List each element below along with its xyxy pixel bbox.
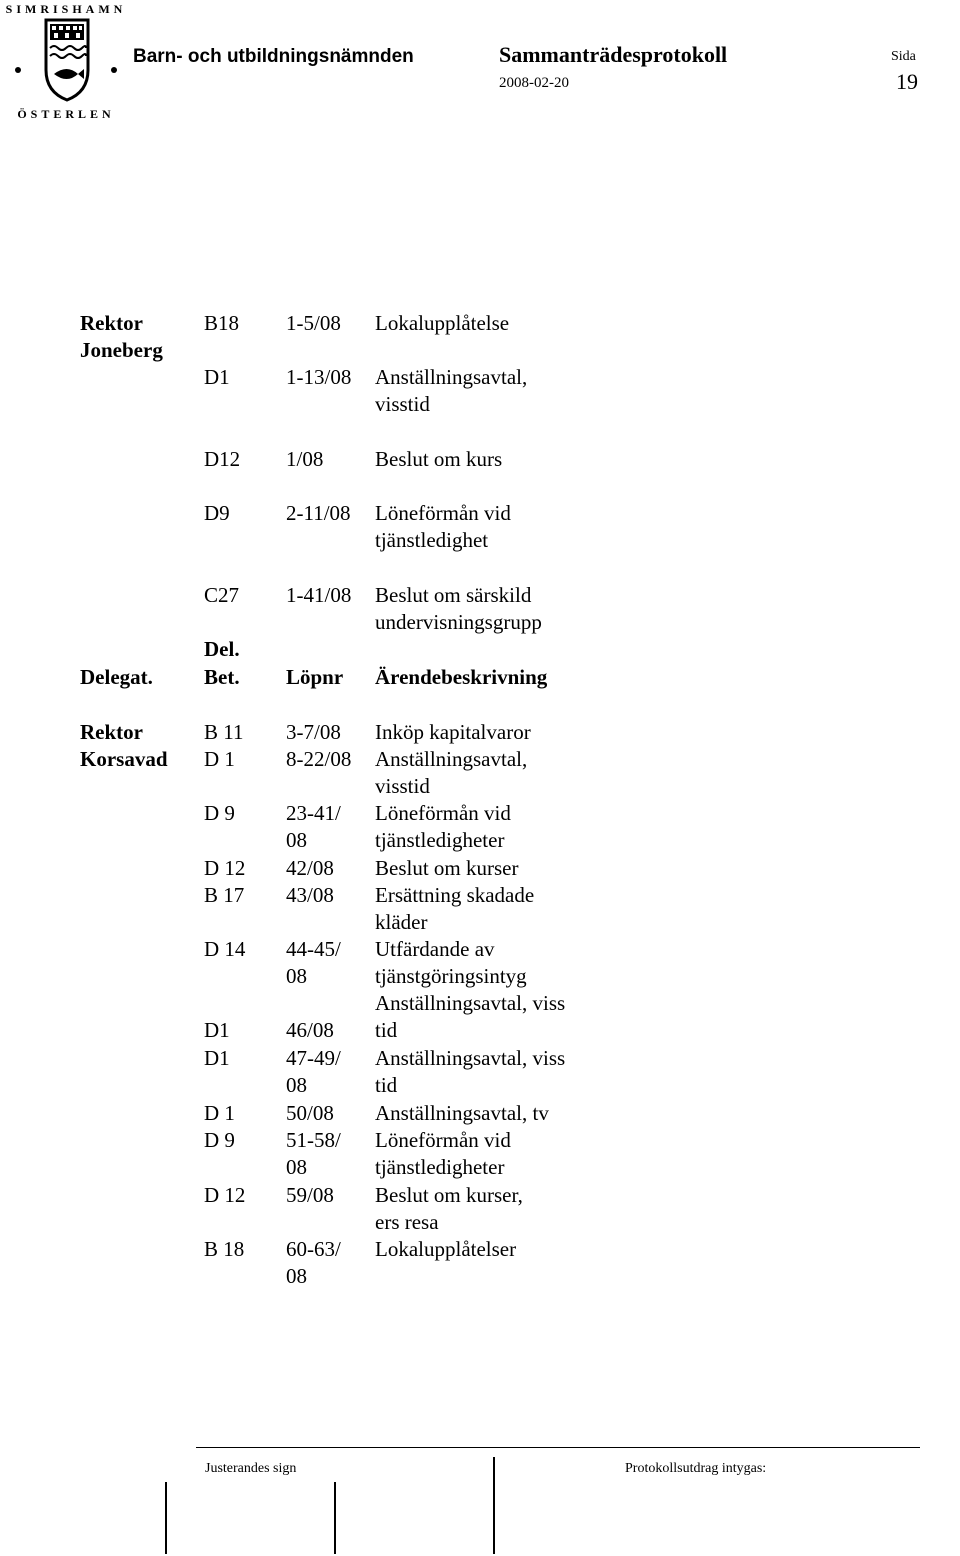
committee-name: Barn- och utbildningsnämnden [133, 46, 414, 67]
table-row-desc: Anställningsavtal, [375, 365, 528, 389]
table-row-lopnr: 23-41/ [286, 801, 341, 825]
table-row-lopnr: 59/08 [286, 1183, 334, 1207]
table-row-bet: B 11 [204, 720, 244, 744]
logo-text-bottom: ÖSTERLEN [17, 107, 115, 121]
table-row-desc-cont: tid [375, 1018, 398, 1042]
justerandes-sign-label: Justerandes sign [205, 1461, 297, 1476]
table-row-lopnr: 1/08 [286, 447, 324, 471]
delegate-joneberg-line2: Joneberg [80, 338, 163, 362]
table-row-desc: Beslut om särskild [375, 583, 532, 607]
table-row-lopnr: 2-11/08 [286, 501, 351, 525]
table-row-lopnr-cont: 08 [286, 1073, 307, 1097]
table-row-desc: Anställningsavtal, viss [375, 1046, 566, 1070]
table-row-lopnr: 1-13/08 [286, 365, 352, 389]
table-row-desc-cont: tjänstledighet [375, 528, 489, 552]
table-row-desc-cont: tjänstgöringsintyg [375, 964, 527, 988]
delegate-korsavad-line2: Korsavad [80, 747, 168, 771]
table-row-bet: D12 [204, 447, 241, 471]
table-row-desc: Löneförmån vid [375, 801, 511, 825]
table-row-desc: Beslut om kurser, [375, 1183, 523, 1207]
table-row-desc: Beslut om kurser [375, 856, 519, 880]
table-row-lopnr-cont: 08 [286, 964, 307, 988]
table-row-lopnr: 46/08 [286, 1018, 334, 1042]
table-row-desc: Utfärdande av [375, 937, 495, 961]
table-row-desc: Anställningsavtal, viss [375, 991, 566, 1015]
signature-box-divider [493, 1457, 495, 1554]
table-row-bet: B18 [204, 311, 240, 335]
page-number: 19 [896, 69, 918, 94]
table-row-desc-cont: tid [375, 1073, 398, 1097]
table-row-bet: D9 [204, 501, 230, 525]
table-row-desc: Anställningsavtal, [375, 747, 528, 771]
protokollsutdrag-label: Protokollsutdrag intygas: [625, 1461, 767, 1476]
delegate-korsavad-line1: Rektor [80, 720, 143, 744]
table-row-desc: Löneförmån vid [375, 1128, 511, 1152]
table-row-lopnr-cont: 08 [286, 828, 307, 852]
table-row-desc: Lokalupplåtelse [375, 311, 510, 335]
table-row-bet: D 12 [204, 856, 246, 880]
meeting-date: 2008-02-20 [499, 75, 569, 91]
page-label: Sida [891, 49, 916, 64]
table-row-desc-cont: undervisningsgrupp [375, 610, 542, 634]
table-row-bet: B 17 [204, 883, 245, 907]
table-row-bet: B 18 [204, 1237, 245, 1261]
column-header-lopnr: Löpnr [286, 665, 344, 689]
table-row-desc: Ersättning skadade [375, 883, 535, 907]
table-row-bet: D1 [204, 1046, 230, 1070]
signature-box-divider [334, 1482, 336, 1554]
table-row-desc: Anställningsavtal, tv [375, 1101, 549, 1125]
table-row-lopnr: 44-45/ [286, 937, 341, 961]
delegate-joneberg-line1: Rektor [80, 311, 143, 335]
table-row-lopnr: 60-63/ [286, 1237, 341, 1261]
table-row-desc: Löneförmån vid [375, 501, 511, 525]
table-row-lopnr: 47-49/ [286, 1046, 341, 1070]
column-header-delegat: Delegat. [80, 665, 153, 689]
table-row-bet: C27 [204, 583, 240, 607]
table-row-bet: D1 [204, 365, 230, 389]
document-type: Sammanträdesprotokoll [499, 42, 728, 67]
table-row-desc: Inköp kapitalvaror [375, 720, 531, 744]
column-header-bet-line1: Del. [204, 637, 240, 661]
table-row-desc-cont: visstid [375, 392, 430, 416]
table-row-bet: D 1 [204, 1101, 235, 1125]
table-row-desc-cont: visstid [375, 774, 430, 798]
table-row-bet: D 14 [204, 937, 246, 961]
table-row-bet: D 9 [204, 1128, 235, 1152]
table-row-lopnr-cont: 08 [286, 1155, 307, 1179]
table-row-lopnr: 51-58/ [286, 1128, 341, 1152]
table-row-desc: Beslut om kurs [375, 447, 503, 471]
table-row-desc: Lokalupplåtelser [375, 1237, 517, 1261]
signature-box-divider [165, 1482, 167, 1554]
table-row-lopnr: 42/08 [286, 856, 334, 880]
table-row-lopnr: 8-22/08 [286, 747, 352, 771]
column-header-bet-line2: Bet. [204, 665, 240, 689]
table-row-bet: D 1 [204, 747, 235, 771]
table-row-lopnr: 43/08 [286, 883, 334, 907]
table-row-lopnr: 50/08 [286, 1101, 334, 1125]
table-row-bet: D 9 [204, 801, 235, 825]
column-header-desc: Ärendebeskrivning [375, 665, 548, 689]
table-row-lopnr-cont: 08 [286, 1264, 307, 1288]
table-row-desc-cont: tjänstledigheter [375, 828, 505, 852]
table-row-desc-cont: ers resa [375, 1210, 439, 1234]
simrishamn-logo [4, 0, 128, 124]
table-row-lopnr: 1-41/08 [286, 583, 352, 607]
logo-text-top: SIMRISHAMN [5, 2, 127, 16]
footer-divider [196, 1447, 920, 1448]
table-row-desc-cont: tjänstledigheter [375, 1155, 505, 1179]
table-row-desc-cont: kläder [375, 910, 428, 934]
table-row-bet: D1 [204, 1018, 230, 1042]
table-row-lopnr: 3-7/08 [286, 720, 341, 744]
table-row-bet: D 12 [204, 1183, 246, 1207]
table-row-lopnr: 1-5/08 [286, 311, 341, 335]
